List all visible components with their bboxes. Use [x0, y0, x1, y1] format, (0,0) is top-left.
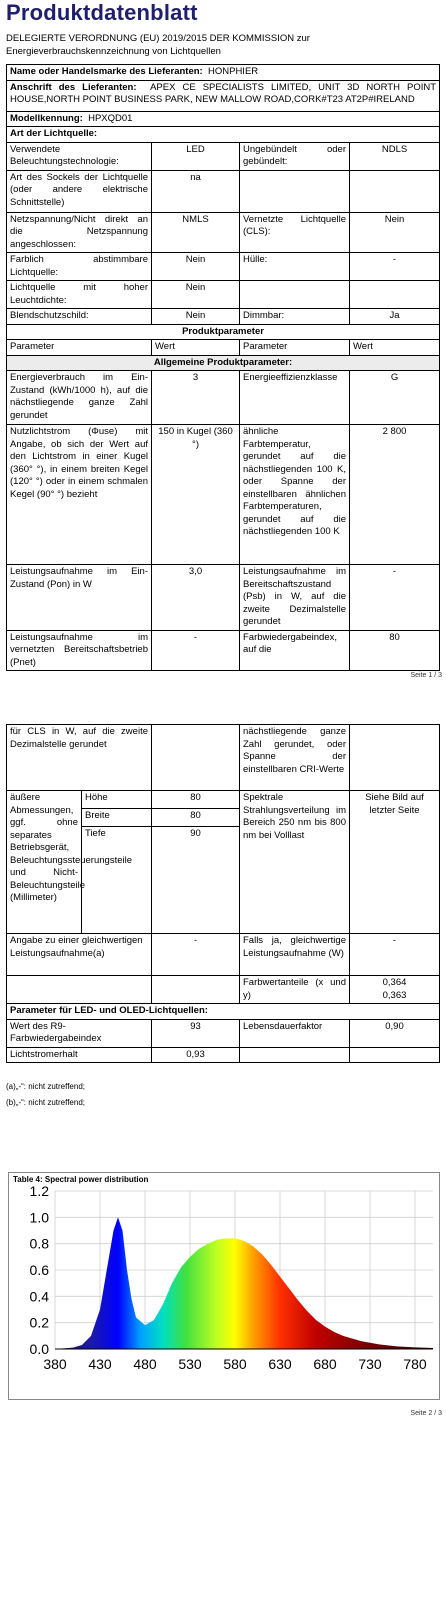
dim-value: 90 [152, 827, 240, 934]
dim-name: Breite [82, 809, 152, 827]
r9-row: Wert des R9-Farbwiedergabeindex 93 Lebensdauerfaktor 0,90 [7, 1019, 440, 1047]
page-1 [0, 0, 446, 700]
led-params-header: Parameter für LED- und OLED-Lichtquellen: [7, 1004, 440, 1020]
spectral-label: Spektrale Strahlungsverteilung im Bereich 250 nm bis 800 nm bei Volllast [240, 791, 350, 934]
x-tick-label: 680 [313, 1356, 337, 1372]
dims-label: äußere Abmessungen, ggf. ohne separates Betriebsgerät, Beleuchtungssteuerungsteile und Nicht-Beleuchtungsteile (Millimeter) [7, 791, 82, 934]
params-column-header: Parameter Wert Parameter Wert [7, 340, 440, 356]
y-tick-label: 1.2 [29, 1183, 49, 1199]
general-row: Nutzlichtstrom (Φuse) mit Angabe, ob sich der Wert auf den Lichtstrom in einer Kugel (360° °), in einem breiten Kegel (120° °) oder in einem schmalen Kegel (90° °) bezieht 150 in Kugel (360 °) ähnliche Farbtemperatur, gerundet auf die nächstliegenden 100 K, oder Spanne der einstellbaren ähnlichen Farbtemperaturen, gerundet auf die nächstliegenden 100 K 2 800 [7, 425, 440, 565]
spectrum-area [55, 1217, 433, 1349]
x-tick-label: 780 [403, 1356, 427, 1372]
general-row: Leistungsaufnahme im vernetzten Bereitschaftsbetrieb (Pnet) - Farbwiedergabeindex, auf die 80 [7, 630, 440, 671]
y-tick-label: 0.6 [29, 1262, 49, 1278]
x-tick-label: 580 [223, 1356, 247, 1372]
chroma-y: 0,363 [382, 989, 407, 1001]
x-tick-label: 530 [178, 1356, 202, 1372]
x-tick-label: 480 [133, 1356, 157, 1372]
footnote-b: (b)„-“: nicht zutreffend; [6, 1098, 85, 1107]
page-number: Seite 1 / 3 [410, 672, 442, 679]
params-continued-table [6, 724, 440, 1063]
spectral-chart-box [8, 1172, 440, 1400]
model-label: Modellkennung: [10, 112, 83, 124]
x-tick-label: 730 [358, 1356, 382, 1372]
address-label: Anschrift des Lieferanten: [10, 81, 137, 93]
page-number: Seite 2 / 3 [410, 1410, 442, 1417]
supplier-row [7, 65, 440, 81]
address-row [7, 80, 440, 111]
type-row: Blendschutzschild: Nein Dimmbar: Ja [7, 309, 440, 325]
general-row: Leistungsaufnahme im Ein-Zustand (Pon) in W 3,0 Leistungsaufnahme im Bereitschaftszustand (Psb) in W, auf die zweite Dezimalstelle gerundet - [7, 565, 440, 631]
y-tick-label: 0.2 [29, 1314, 49, 1331]
type-row: Farblich abstimmbare Lichtquelle: Nein Hülle: - [7, 253, 440, 281]
product-params-header: Produktparameter [7, 324, 440, 340]
dim-name: Tiefe [82, 827, 152, 934]
document-title: Produktdatenblatt [6, 0, 198, 25]
chroma-x: 0,364 [382, 977, 407, 988]
y-tick-label: 1.0 [29, 1209, 49, 1226]
x-tick-label: 630 [268, 1356, 292, 1372]
model-row [7, 111, 440, 127]
supplier-value: HONPHIER [208, 66, 259, 77]
spectral-chart [9, 1173, 439, 1399]
dim-name: Höhe [82, 791, 152, 809]
page-2 [0, 700, 446, 1600]
regulation-intro: DELEGIERTE VERORDNUNG (EU) 2019/2015 DER KOMMISSION zur Energieverbrauchskennzeichnung von Lichtquellen [6, 33, 310, 57]
equiv-row: Angabe zu einer gleichwertigen Leistungsaufnahme(a) - Falls ja, gleichwertige Leistungsaufnahme (W) - [7, 934, 440, 976]
continued-row: für CLS in W, auf die zweite Dezimalstelle gerundet nächstliegende ganze Zahl gerundet, oder Spanne der einstellbaren CRI-Werte [7, 725, 440, 791]
dims-row [7, 791, 440, 809]
general-params-header: Allgemeine Produktparameter: [7, 355, 440, 371]
y-tick-label: 0.8 [29, 1235, 49, 1252]
type-header: Art der Lichtquelle: [7, 127, 440, 143]
dim-value: 80 [152, 809, 240, 827]
type-row: Netzspannung/Nicht direkt an die Netzspannung angeschlossen: NMLS Vernetzte Lichtquelle (CLS): Nein [7, 212, 440, 253]
x-tick-label: 380 [43, 1356, 67, 1372]
type-row: Lichtquelle mit hoher Leuchtdichte: Nein [7, 281, 440, 309]
model-value: HPXQD01 [88, 112, 133, 124]
type-row: Verwendete Beleuchtungstechnologie: LED Ungebündelt oder gebündelt: NDLS [7, 142, 440, 170]
dim-value: 80 [152, 791, 240, 809]
general-row: Energieverbrauch im Ein-Zustand (kWh/1000 h), auf die nächstliegende ganze Zahl gerundet 3 Energieeffizienzklasse G [7, 371, 440, 425]
supplier-label: Name oder Handelsmarke des Lieferanten: [10, 66, 203, 77]
chart-title: Table 4: Spectral power distribution [13, 1175, 149, 1184]
x-tick-label: 430 [88, 1356, 112, 1372]
type-row: Art des Sockels der Lichtquelle (oder andere elektrische Schnittstelle) na [7, 170, 440, 212]
chroma-row: Farbwertanteile (x und y) 0,364 0,363 [7, 976, 440, 1004]
spectral-value: Siehe Bild auf letzter Seite [350, 791, 440, 934]
y-tick-label: 0.4 [29, 1288, 49, 1305]
footnote-a: (a)„-“: nicht zutreffend; [6, 1082, 85, 1091]
supplier-table [6, 64, 440, 671]
address-value: APEX CE SPECIALISTS LIMITED, UNIT 3D NORTH POINT HOUSE,NORTH POINT BUSINESS PARK, NEW MALLOW ROAD,CORK#T23 AT2P#IRELAND [10, 81, 437, 105]
y-tick-label: 0.0 [29, 1341, 49, 1357]
maintenance-row: Lichtstromerhalt 0,93 [7, 1047, 440, 1063]
